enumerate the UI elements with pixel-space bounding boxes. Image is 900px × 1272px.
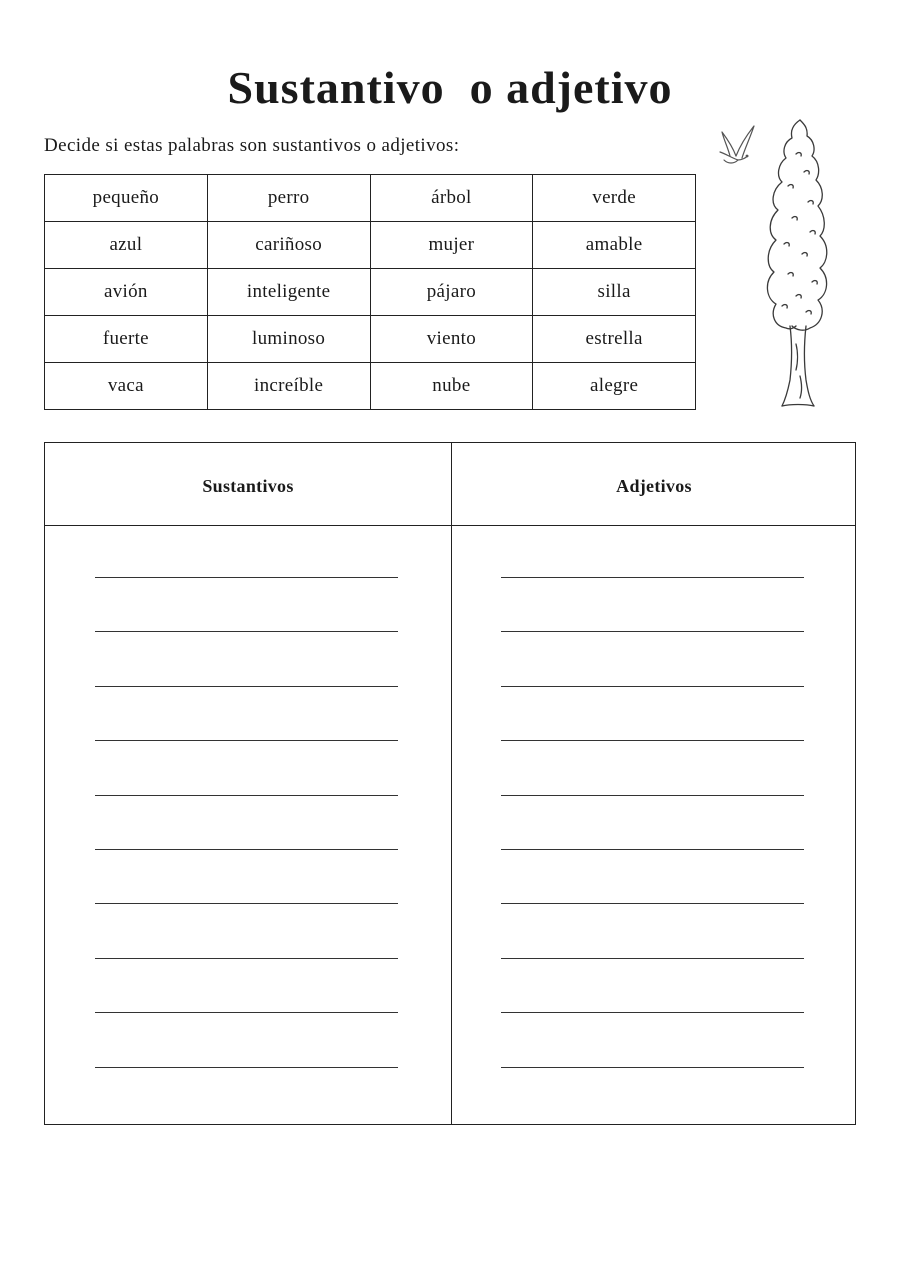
word-cell: fuerte [45, 316, 208, 363]
word-grid-row [45, 175, 696, 222]
adjetivo-answer-line[interactable] [501, 958, 804, 959]
adjetivo-answer-line[interactable] [501, 577, 804, 578]
word-cell: avión [45, 269, 208, 316]
word-grid-row [45, 222, 696, 269]
sustantivos-header: Sustantivos [202, 476, 294, 496]
word-cell: cariñoso [207, 222, 370, 269]
sustantivo-answer-line[interactable] [95, 631, 398, 632]
sustantivo-answer-line[interactable] [95, 903, 398, 904]
sustantivo-answer-line[interactable] [95, 686, 398, 687]
word-cell: alegre [533, 363, 696, 410]
word-cell: pájaro [370, 269, 533, 316]
word-cell: viento [370, 316, 533, 363]
word-grid [44, 174, 696, 410]
word-cell: perro [207, 175, 370, 222]
word-grid-row [45, 316, 696, 363]
word-cell: silla [533, 269, 696, 316]
word-cell: vaca [45, 363, 208, 410]
word-cell: estrella [533, 316, 696, 363]
instructions-text: Decide si estas palabras son sustantivos o adjetivos: [44, 135, 460, 156]
sustantivo-answer-line[interactable] [95, 577, 398, 578]
word-cell: mujer [370, 222, 533, 269]
tree-icon [767, 120, 826, 406]
sustantivo-answer-line[interactable] [95, 1012, 398, 1013]
adjetivo-answer-line[interactable] [501, 686, 804, 687]
word-grid-row [45, 363, 696, 410]
answer-table-header [45, 443, 855, 526]
adjetivo-answer-line[interactable] [501, 795, 804, 796]
word-cell: nube [370, 363, 533, 410]
adjetivo-answer-line[interactable] [501, 1067, 804, 1068]
bird-icon [720, 126, 754, 163]
adjetivo-answer-line[interactable] [501, 631, 804, 632]
adjetivo-answer-line[interactable] [501, 740, 804, 741]
word-cell: verde [533, 175, 696, 222]
word-cell: azul [45, 222, 208, 269]
tree-illustration [712, 114, 862, 414]
adjetivo-answer-line[interactable] [501, 849, 804, 850]
column-divider [451, 443, 452, 1124]
word-cell: pequeño [45, 175, 208, 222]
word-cell: increíble [207, 363, 370, 410]
sustantivo-answer-line[interactable] [95, 1067, 398, 1068]
word-cell: luminoso [207, 316, 370, 363]
worksheet-title: Sustantivo o adjetivo [227, 62, 673, 113]
answer-table [44, 442, 856, 1125]
sustantivo-answer-line[interactable] [95, 740, 398, 741]
word-cell: inteligente [207, 269, 370, 316]
word-grid-row [45, 269, 696, 316]
sustantivo-answer-line[interactable] [95, 958, 398, 959]
word-cell: amable [533, 222, 696, 269]
adjetivo-answer-line[interactable] [501, 903, 804, 904]
sustantivo-answer-line[interactable] [95, 849, 398, 850]
sustantivo-answer-line[interactable] [95, 795, 398, 796]
word-cell: árbol [370, 175, 533, 222]
adjetivos-header: Adjetivos [616, 476, 692, 496]
adjetivo-answer-line[interactable] [501, 1012, 804, 1013]
